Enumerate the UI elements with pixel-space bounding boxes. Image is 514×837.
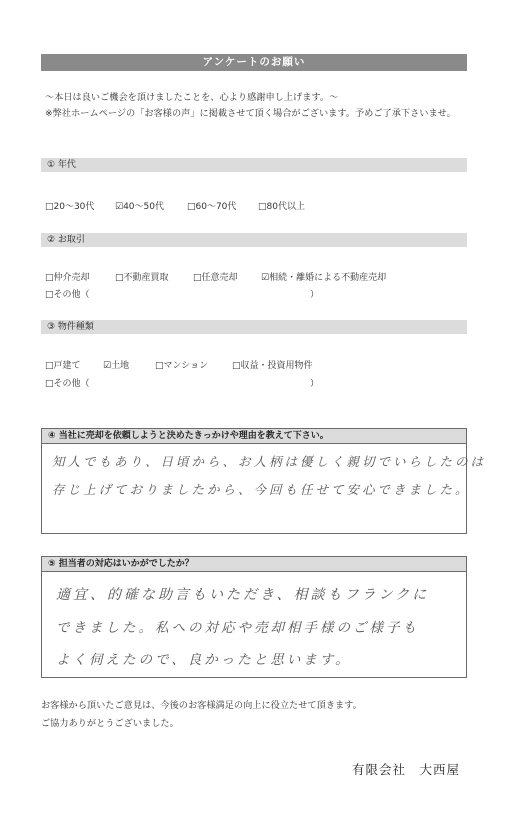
q3-options [45, 358, 465, 388]
q2-option-purchase[interactable]: □不動産買取 [115, 273, 169, 283]
q5-box [41, 556, 467, 678]
q4-answer-line-2: 存じ上げておりましたから、今回も任せて安心できました。 [52, 482, 471, 497]
q4-header: ④ 当社に売却を依頼しようと決めたきっかけや理由を教えて下さい。 [42, 429, 466, 444]
q2-option-other[interactable]: □その他（ [45, 290, 90, 300]
q2-options [45, 270, 465, 300]
q1-option-40-50[interactable]: ☑40～50代 [115, 202, 164, 212]
intro-text [45, 90, 465, 121]
q5-answer-line-1: 適宜、的確な助言もいただき、相談もフランクに [56, 587, 430, 603]
closing-line-1: お客様から頂いたご意見は、今後のお客様満足の向上に役立たせて頂きます。 [41, 700, 362, 711]
closing-text [41, 697, 362, 733]
q3-option-mansion[interactable]: □マンション [155, 361, 209, 371]
q1-header: ① 年代 [41, 158, 467, 172]
intro-line-1: ～本日は良いご機会を頂けましたことを、心より感謝申し上げます。～ [45, 92, 339, 103]
q3-option-investment[interactable]: □収益・投資用物件 [232, 361, 313, 371]
q5-answer-line-3: よく伺えたので、良かったと思います。 [56, 652, 352, 668]
q2-other-close: ） [310, 290, 320, 300]
q1-option-20-30[interactable]: □20～30代 [45, 202, 95, 212]
q1-option-80plus[interactable]: □80代以上 [258, 202, 305, 212]
q3-header: ③ 物件種類 [41, 320, 467, 334]
q5-header: ⑤ 担当者の対応はいかがでしたか？ [42, 557, 466, 572]
q3-option-land[interactable]: ☑土地 [103, 361, 130, 371]
q4-answer-line-1: 知人でもあり、日頃から、お人柄は優しく親切でいらしたのは [52, 454, 487, 469]
q2-option-brokerage[interactable]: □仲介売却 [45, 273, 90, 283]
q2-option-inheritance[interactable]: ☑相続・離婚による不動産売却 [261, 273, 387, 283]
q4-box [41, 428, 487, 534]
company-name: 有限会社 大西屋 [352, 762, 461, 777]
q5-answer-line-2: できました。私への対応や売却相手様のご様子も [56, 620, 419, 636]
q2-header: ② お取引 [41, 233, 467, 247]
q5-answer-area[interactable] [42, 572, 466, 678]
q3-option-house[interactable]: □戸建て [45, 361, 81, 371]
q3-other-close: ） [310, 379, 320, 389]
q1-option-60-70[interactable]: □60～70代 [187, 202, 237, 212]
q2-option-voluntary[interactable]: □任意売却 [193, 273, 238, 283]
intro-line-2: ※弊社ホームページの「お客様の声」に掲載させて頂く場合がございます。予めご了承下さいませ。 [45, 107, 456, 119]
closing-line-2: ご協力ありがとうございました。 [41, 718, 179, 729]
q4-answer-area[interactable] [42, 444, 487, 534]
q3-option-other[interactable]: □その他（ [45, 379, 90, 389]
survey-title: アンケートのお願い [41, 54, 467, 71]
